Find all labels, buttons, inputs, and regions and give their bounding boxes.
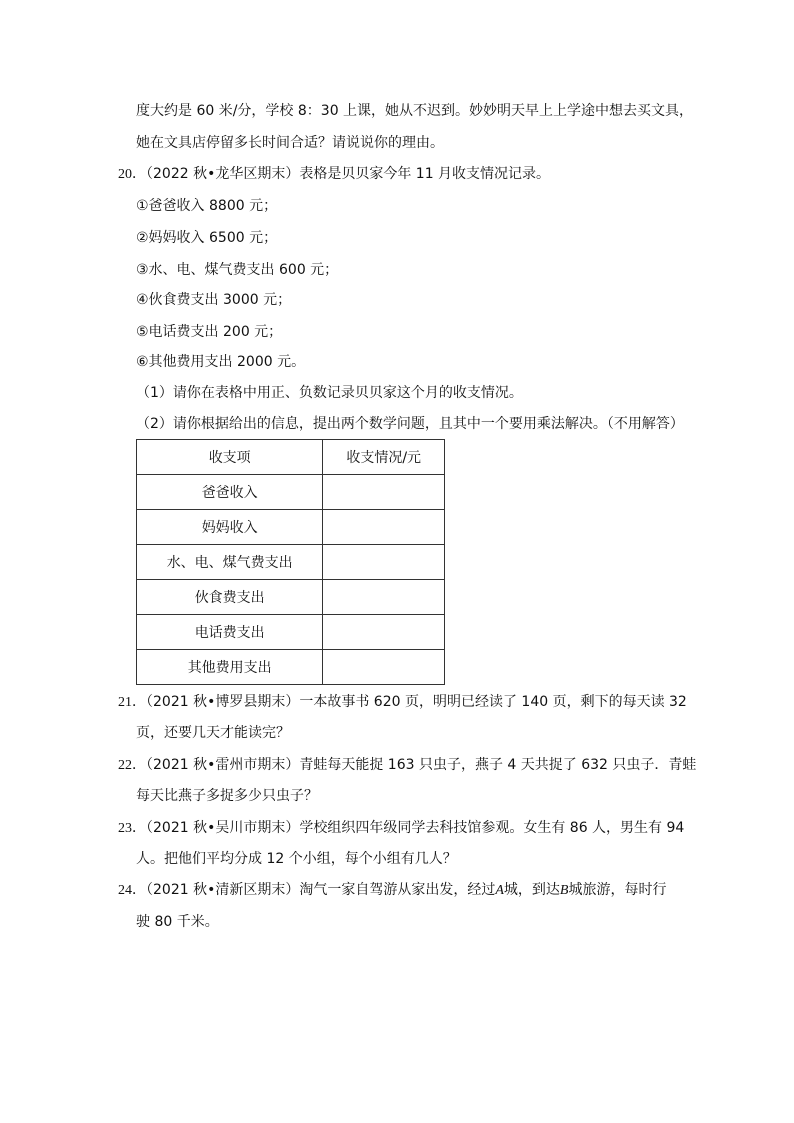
question-text: （2021 秋•吴川市期末）学校组织四年级同学去科技馆参观。女生有 86 人，男生有 94 bbox=[146, 820, 685, 836]
question-23-line-2: 人。把他们平均分成 12 个小组，每个小组有几人？ bbox=[136, 851, 457, 867]
question-text: 城旅游，每时行 bbox=[568, 882, 667, 898]
table-row bbox=[137, 615, 445, 650]
question-number: 22． bbox=[118, 758, 146, 773]
question-22 bbox=[118, 755, 696, 776]
question-text: （2021 秋•雷州市期末）青蛙每天能捉 163 只虫子，燕子 4 天共捉了 632 只虫子．青蛙 bbox=[146, 757, 697, 773]
table-cell-item: 其他费用支出 bbox=[137, 650, 323, 685]
table-header-row bbox=[137, 440, 445, 475]
list-item: ②妈妈收入 6500 元； bbox=[136, 230, 278, 246]
question-21-line-2: 页，还要几天才能读完？ bbox=[136, 725, 290, 741]
table-header-item: 收支项 bbox=[137, 440, 323, 475]
table-cell-amount-blank[interactable] bbox=[323, 545, 445, 580]
city-a-label: A bbox=[495, 883, 504, 898]
table-cell-item: 水、电、煤气费支出 bbox=[137, 545, 323, 580]
question-20 bbox=[118, 164, 550, 185]
table-row bbox=[137, 510, 445, 545]
question-24-line-2: 驶 80 千米。 bbox=[136, 914, 219, 930]
question-24 bbox=[118, 880, 666, 901]
table-cell-amount-blank[interactable] bbox=[323, 650, 445, 685]
table-cell-item: 妈妈收入 bbox=[137, 510, 323, 545]
table-row bbox=[137, 580, 445, 615]
question-text: 表格是贝贝家今年 11 月收支情况记录。 bbox=[299, 166, 551, 182]
table-cell-amount-blank[interactable] bbox=[323, 510, 445, 545]
sub-question-1: （1）请你在表格中用正、负数记录贝贝家这个月的收支情况。 bbox=[136, 385, 523, 401]
table-cell-amount-blank[interactable] bbox=[323, 615, 445, 650]
table-cell-item: 电话费支出 bbox=[137, 615, 323, 650]
question-number: 20． bbox=[118, 167, 146, 182]
list-item: ①爸爸收入 8800 元； bbox=[136, 198, 278, 214]
list-item: ④伙食费支出 3000 元； bbox=[136, 292, 292, 308]
question-22-line-2: 每天比燕子多捉多少只虫子？ bbox=[136, 788, 318, 804]
table-row bbox=[137, 650, 445, 685]
question-23 bbox=[118, 818, 684, 839]
question-source: （2022 秋•龙华区期末） bbox=[146, 166, 300, 182]
table-cell-item: 伙食费支出 bbox=[137, 580, 323, 615]
table-cell-amount-blank[interactable] bbox=[323, 580, 445, 615]
list-item: ⑤电话费支出 200 元； bbox=[136, 324, 283, 340]
table-row bbox=[137, 475, 445, 510]
question-text: （2021 秋•博罗县期末）一本故事书 620 页，明明已经读了 140 页，剩下的每天读 32 bbox=[146, 694, 687, 710]
q19-continuation-line-1: 度大约是 60 米/分，学校 8：30 上课，她从不迟到。妙妙明天早上上学途中想去买文具， bbox=[136, 103, 694, 119]
table-cell-item: 爸爸收入 bbox=[137, 475, 323, 510]
question-text: （2021 秋•清新区期末）淘气一家自驾游从家出发，经过 bbox=[146, 882, 496, 898]
list-item: ③水、电、煤气费支出 600 元； bbox=[136, 262, 339, 278]
question-21 bbox=[118, 692, 687, 713]
q19-continuation-line-2: 她在文具店停留多长时间合适？请说说你的理由。 bbox=[136, 135, 444, 151]
sub-question-2: （2）请你根据给出的信息，提出两个数学问题，且其中一个要用乘法解决。（不用解答） bbox=[136, 416, 684, 432]
table-cell-amount-blank[interactable] bbox=[323, 475, 445, 510]
question-number: 23． bbox=[118, 821, 146, 836]
table-row bbox=[137, 545, 445, 580]
table-header-amount: 收支情况/元 bbox=[323, 440, 445, 475]
list-item: ⑥其他费用支出 2000 元。 bbox=[136, 354, 306, 370]
question-text: 城，到达 bbox=[503, 882, 560, 898]
question-number: 21． bbox=[118, 695, 146, 710]
city-b-label: B bbox=[559, 883, 569, 898]
income-expense-table bbox=[136, 439, 445, 685]
question-number: 24． bbox=[118, 883, 146, 898]
